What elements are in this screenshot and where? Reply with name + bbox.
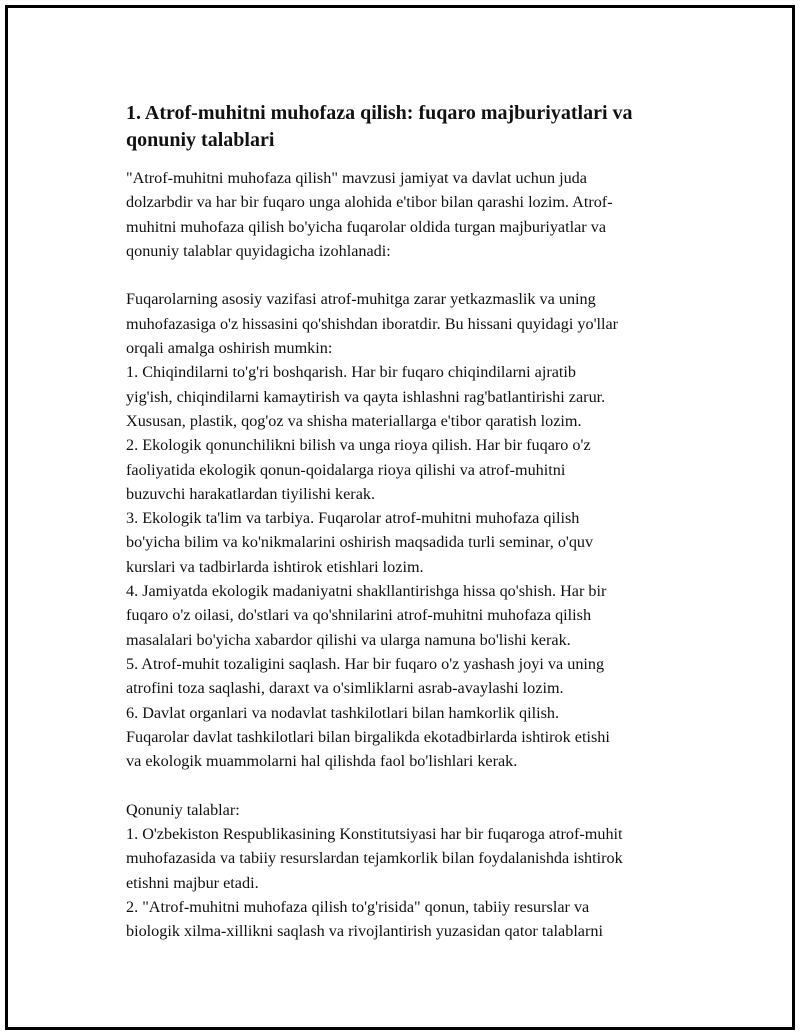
- list-item-line: 3. Ekologik ta'lim va tarbiya. Fuqarolar atrof-muhitni muhofaza qilish: [126, 509, 580, 528]
- text-line: muhitni muhofaza qilish bo'yicha fuqarolar oldida turgan majburiyatlar va: [126, 217, 607, 236]
- text-line: bo'yicha bilim va ko'nikmalarini oshirish maqsadida turli seminar, o'quv: [126, 533, 594, 552]
- text-line: atrofini toza saqlashi, daraxt va o'simliklarni asrab-avaylashi lozim.: [126, 679, 564, 698]
- text-line: "Atrof-muhitni muhofaza qilish" mavzusi jamiyat va davlat uchun juda: [126, 169, 587, 187]
- text-line: qonuniy talablar quyidagicha izohlanadi:: [126, 241, 391, 260]
- text-line: Fuqarolar davlat tashkilotlari bilan birgalikda ekotadbirlarda ishtirok etishi: [126, 727, 610, 746]
- title-line: qonuniy talablari: [126, 129, 275, 151]
- paragraph-spacer: [120, 263, 700, 287]
- text-line: yig'ish, chiqindilarni kamaytirish va qayta ishlashni rag'batlantirishi zarur.: [126, 387, 606, 406]
- duties-paragraph: [120, 287, 700, 773]
- text-line: dolzarbdir va har bir fuqaro unga alohida e'tibor bilan qarashi lozim. Atrof-: [126, 193, 613, 212]
- list-item-line: 1. O'zbekiston Respublikasining Konstitutsiyasi har bir fuqaroga atrof-muhit: [126, 825, 623, 844]
- page-frame: [5, 5, 795, 1030]
- intro-paragraph: [120, 166, 700, 263]
- text-line: orqali amalga oshirish mumkin:: [126, 339, 333, 358]
- document-title: [120, 100, 700, 154]
- text-line: Xususan, plastik, qog'oz va shisha materiallarga e'tibor qaratish lozim.: [126, 411, 582, 430]
- text-line: Fuqarolarning asosiy vazifasi atrof-muhitga zarar yetkazmaslik va uning: [126, 290, 596, 309]
- text-line: etishni majbur etadi.: [126, 873, 259, 892]
- list-item-line: 5. Atrof-muhit tozaligini saqlash. Har bir fuqaro o'z yashash joyi va uning: [126, 654, 605, 673]
- text-line: kurslari va tadbirlarda ishtirok etishlari lozim.: [126, 557, 424, 576]
- list-item-line: 1. Chiqindilarni to'g'ri boshqarish. Har bir fuqaro chiqindilarni ajratib: [126, 363, 576, 382]
- section-heading-line: Qonuniy talablar:: [126, 800, 240, 819]
- legal-requirements-paragraph: [120, 798, 700, 944]
- title-line: 1. Atrof-muhitni muhofaza qilish: fuqaro majburiyatlari va: [126, 102, 633, 124]
- list-item-line: 4. Jamiyatda ekologik madaniyatni shakllantirishga hissa qo'shish. Har bir: [126, 582, 607, 601]
- text-line: fuqaro o'z oilasi, do'stlari va qo'shnilarini atrof-muhitni muhofaza qilish: [126, 606, 592, 625]
- text-line: biologik xilma-xillikni saqlash va rivojlantirish yuzasidan qator talablarni: [126, 922, 603, 941]
- text-line: muhofazasida va tabiiy resurslardan tejamkorlik bilan foydalanishda ishtirok: [126, 849, 623, 868]
- document-body: [120, 100, 700, 944]
- paragraph-spacer: [120, 773, 700, 797]
- text-line: va ekologik muammolarni hal qilishda faol bo'lishlari kerak.: [126, 752, 518, 771]
- text-line: buzuvchi harakatlardan tiyilishi kerak.: [126, 484, 376, 503]
- list-item-line: 2. "Atrof-muhitni muhofaza qilish to'g'risida" qonun, tabiiy resurslar va: [126, 897, 590, 916]
- list-item-line: 6. Davlat organlari va nodavlat tashkilotlari bilan hamkorlik qilish.: [126, 703, 560, 722]
- text-line: muhofazasiga o'z hissasini qo'shishdan iboratdir. Bu hissani quyidagi yo'llar: [126, 314, 619, 333]
- text-line: faoliyatida ekologik qonun-qoidalarga rioya qilishi va atrof-muhitni: [126, 460, 566, 479]
- text-line: masalalari bo'yicha xabardor qilishi va ularga namuna bo'lishi kerak.: [126, 630, 571, 649]
- list-item-line: 2. Ekologik qonunchilikni bilish va unga rioya qilish. Har bir fuqaro o'z: [126, 436, 591, 455]
